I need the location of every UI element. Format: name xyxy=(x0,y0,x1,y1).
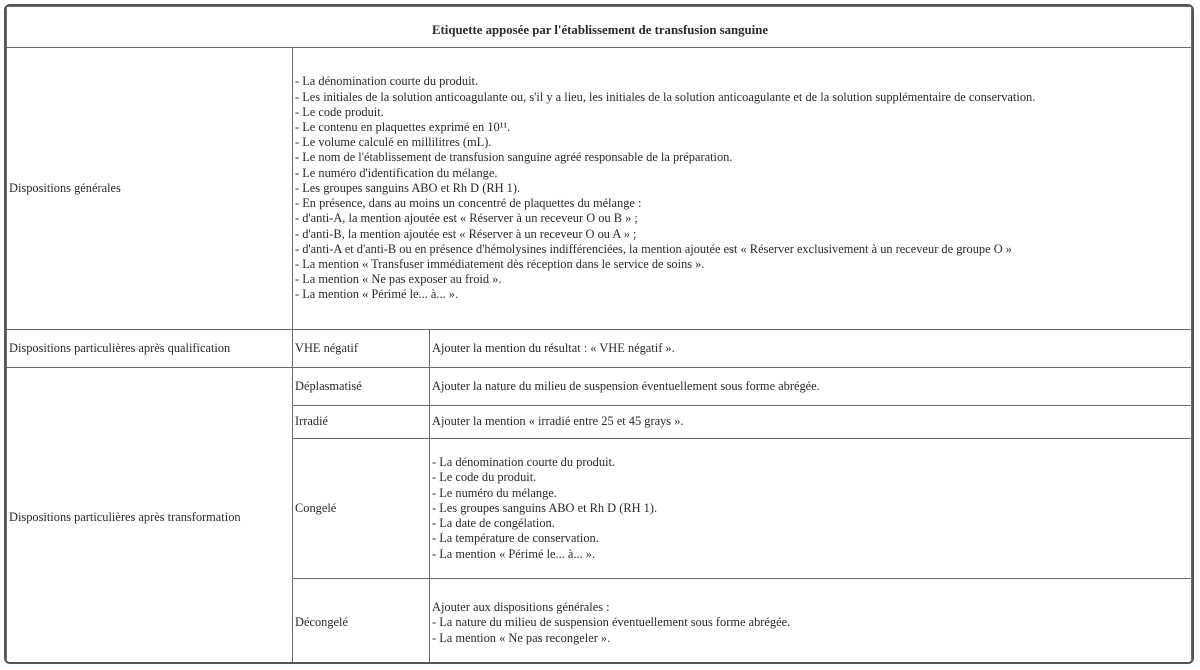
general-line: - Les initiales de la solution anticoagulante ou, s'il y a lieu, les initiales de la solution anticoagulante et de la solution supplémentaire de conservation. xyxy=(295,89,1036,104)
general-line: - En présence, dans au moins un concentré de plaquettes du mélange : xyxy=(295,196,642,211)
general-line: - Le nom de l'établissement de transfusion sanguine agréé responsable de la préparation. xyxy=(295,150,733,165)
transformation-content xyxy=(430,368,1192,406)
label-requirements-table-frame xyxy=(4,4,1194,664)
general-line: - d'anti-A, la mention ajoutée est « Réserver à un receveur O ou B » ; xyxy=(295,211,638,226)
general-line: - d'anti-A et d'anti-B ou en présence d'hémolysines indifférenciées, la mention ajoutée est « Réserver exclusivement à un receveur de groupe O » xyxy=(295,241,1012,256)
qualification-category-label: Dispositions particulières après qualification xyxy=(7,330,293,368)
general-line: - Le numéro d'identification du mélange. xyxy=(295,165,498,180)
transformation-line: - Le numéro du mélange. xyxy=(432,485,557,500)
general-line: - d'anti-B, la mention ajoutée est « Réserver à un receveur O ou A » ; xyxy=(295,226,637,241)
transformation-line: - La dénomination courte du produit. xyxy=(432,455,616,470)
general-line: - La mention « Transfuser immédiatement dès réception dans le service de soins ». xyxy=(295,256,705,271)
general-line: - La dénomination courte du produit. xyxy=(295,74,479,89)
general-line: - La mention « Périmé le... à... ». xyxy=(295,287,459,302)
transformation-content xyxy=(430,579,1192,665)
transformation-content xyxy=(430,406,1192,439)
qualification-sub-label: VHE négatif xyxy=(293,330,430,368)
general-row xyxy=(7,48,1192,330)
general-line: - Le contenu en plaquettes exprimé en 10¹¹. xyxy=(295,120,511,135)
transformation-line: - La nature du milieu de suspension éventuellement sous forme abrégée. xyxy=(432,615,791,630)
transformation-sub-label: Déplasmatisé xyxy=(293,368,430,406)
transformation-line: Ajouter la nature du milieu de suspension éventuellement sous forme abrégée. xyxy=(432,378,820,393)
qualification-row xyxy=(7,330,1192,368)
transformation-sub-label: Irradié xyxy=(293,406,430,439)
general-line: - La mention « Ne pas exposer au froid ». xyxy=(295,272,502,287)
general-content xyxy=(293,48,1192,330)
transformation-line: - La température de conservation. xyxy=(432,531,599,546)
table-title: Etiquette apposée par l'établissement de transfusion sanguine xyxy=(7,7,1192,48)
transformation-line: - Les groupes sanguins ABO et Rh D (RH 1). xyxy=(432,500,658,515)
qualification-text: Ajouter la mention du résultat : « VHE négatif ». xyxy=(430,330,1192,368)
transformation-line: - La date de congélation. xyxy=(432,516,555,531)
transformation-category-label: Dispositions particulières après transformation xyxy=(7,368,293,665)
transformation-line: - Le code du produit. xyxy=(432,470,537,485)
table-title-row xyxy=(7,7,1192,48)
general-category-label: Dispositions générales xyxy=(7,48,293,330)
transformation-line: Ajouter la mention « irradié entre 25 et 45 grays ». xyxy=(432,414,684,429)
transformation-line: - La mention « Périmé le... à... ». xyxy=(432,546,596,561)
transformation-sub-label: Congelé xyxy=(293,439,430,579)
transformation-line: - La mention « Ne pas recongeler ». xyxy=(432,630,611,645)
label-requirements-table xyxy=(6,6,1192,664)
general-line: - Le volume calculé en millilitres (mL). xyxy=(295,135,492,150)
general-line: - Le code produit. xyxy=(295,104,384,119)
transformation-sub-label: Décongelé xyxy=(293,579,430,665)
transformation-line: Ajouter aux dispositions générales : xyxy=(432,600,610,615)
transformation-content xyxy=(430,439,1192,579)
general-line: - Les groupes sanguins ABO et Rh D (RH 1). xyxy=(295,180,521,195)
transformation-row-deplasmatise xyxy=(7,368,1192,406)
